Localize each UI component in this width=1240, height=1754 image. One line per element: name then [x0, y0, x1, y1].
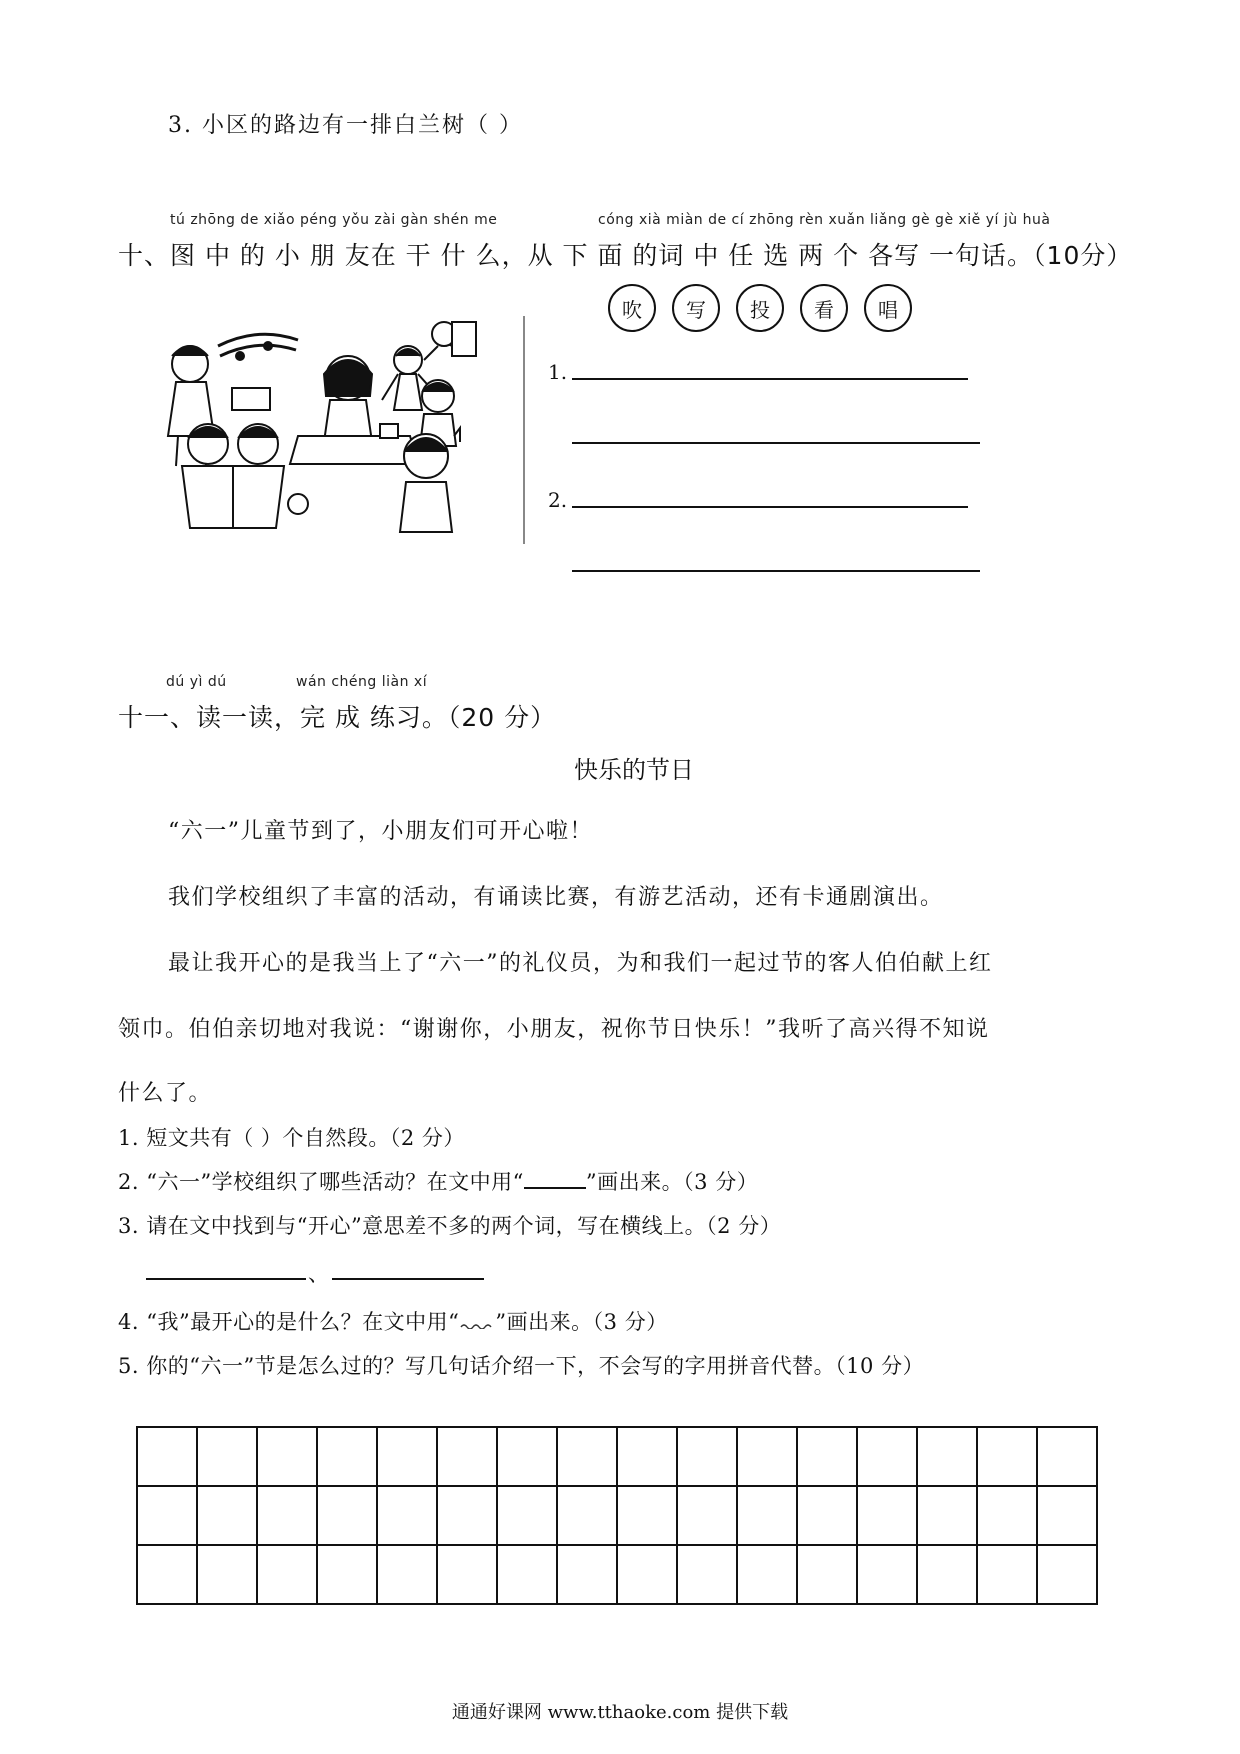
- section-10-pinyin-left: tú zhōng de xiǎo péng yǒu zài gàn shén me: [170, 212, 498, 228]
- section-11-pinyin-left: dú yì dú: [166, 674, 227, 690]
- story-paragraph-3-line-1: 最让我开心的是我当上了“六一”的礼仪员，为和我们一起过节的客人伯伯献上红: [168, 951, 993, 976]
- grid-cell[interactable]: [557, 1427, 617, 1486]
- story-paragraph-2: 我们学校组织了丰富的活动，有诵读比赛，有游艺活动，还有卡通剧演出。: [168, 885, 944, 910]
- question-3-line: 3. 小区的路边有一排白兰树（ ）: [168, 113, 523, 138]
- grid-cell[interactable]: [737, 1545, 797, 1604]
- question-4-text-end: ”画出来。（3 分）: [495, 1310, 668, 1334]
- grid-cell[interactable]: [197, 1486, 257, 1545]
- writing-grid[interactable]: [136, 1426, 1098, 1605]
- grid-cell[interactable]: [557, 1486, 617, 1545]
- grid-cell[interactable]: [977, 1545, 1037, 1604]
- grid-cell[interactable]: [497, 1427, 557, 1486]
- grid-cell[interactable]: [797, 1486, 857, 1545]
- question-4-text-start: 4. “我”最开心的是什么？在文中用“: [118, 1310, 460, 1334]
- footer-credit: 通通好课网 www.tthaoke.com 提供下载: [451, 1702, 789, 1723]
- grid-row: [137, 1427, 1097, 1486]
- grid-cell[interactable]: [857, 1427, 917, 1486]
- story-title: 快乐的节日: [574, 756, 694, 784]
- word-circle-5: 唱: [864, 284, 912, 332]
- question-1: 1. 短文共有（ ）个自然段。（2 分）: [118, 1126, 465, 1150]
- grid-cell[interactable]: [977, 1486, 1037, 1545]
- word-circle-2: 写: [672, 284, 720, 332]
- grid-row: [137, 1545, 1097, 1604]
- grid-cell[interactable]: [377, 1486, 437, 1545]
- question-3-blank-2[interactable]: [332, 1278, 484, 1280]
- grid-cell[interactable]: [497, 1545, 557, 1604]
- grid-cell[interactable]: [437, 1545, 497, 1604]
- answer-label-2: 2.: [548, 488, 568, 512]
- question-3: 3. 请在文中找到与“开心”意思差不多的两个词，写在横线上。（2 分）: [118, 1214, 782, 1238]
- grid-cell[interactable]: [737, 1427, 797, 1486]
- answer-line-1b[interactable]: [572, 442, 980, 444]
- grid-cell[interactable]: [317, 1486, 377, 1545]
- grid-cell[interactable]: [317, 1427, 377, 1486]
- grid-cell[interactable]: [797, 1427, 857, 1486]
- grid-cell[interactable]: [137, 1427, 197, 1486]
- grid-cell[interactable]: [1037, 1427, 1097, 1486]
- grid-cell[interactable]: [497, 1486, 557, 1545]
- grid-row: [137, 1486, 1097, 1545]
- children-activities-illustration: [148, 316, 526, 544]
- straight-underline-mark: [524, 1169, 586, 1189]
- grid-cell[interactable]: [977, 1427, 1037, 1486]
- grid-cell[interactable]: [737, 1486, 797, 1545]
- grid-cell[interactable]: [377, 1427, 437, 1486]
- word-circle-4: 看: [800, 284, 848, 332]
- grid-cell[interactable]: [437, 1427, 497, 1486]
- wavy-underline-mark: [459, 1315, 495, 1329]
- question-3-separator: 、: [308, 1262, 330, 1286]
- grid-cell[interactable]: [617, 1427, 677, 1486]
- grid-cell[interactable]: [137, 1545, 197, 1604]
- question-2: [118, 1166, 758, 1196]
- grid-cell[interactable]: [1037, 1486, 1097, 1545]
- section-10-heading: 十、图 中 的 小 朋 友在 干 什 么，从 下 面 的词 中 任 选 两 个 各写 一句话。（10分）: [118, 241, 1133, 270]
- section-10-pinyin-right: cóng xià miàn de cí zhōng rèn xuǎn liǎng gè gè xiě yí jù huà: [598, 212, 1051, 228]
- question-4: [118, 1306, 668, 1336]
- answer-label-1: 1.: [548, 360, 568, 384]
- grid-cell[interactable]: [677, 1486, 737, 1545]
- grid-cell[interactable]: [857, 1486, 917, 1545]
- grid-cell[interactable]: [917, 1427, 977, 1486]
- grid-cell[interactable]: [797, 1545, 857, 1604]
- grid-cell[interactable]: [917, 1545, 977, 1604]
- question-5: 5. 你的“六一”节是怎么过的？写几句话介绍一下，不会写的字用拼音代替。（10 分）: [118, 1354, 925, 1378]
- section-11-heading: 十一、读一读，完 成 练习。（20 分）: [118, 703, 557, 732]
- grid-cell[interactable]: [677, 1545, 737, 1604]
- grid-cell[interactable]: [617, 1545, 677, 1604]
- grid-cell[interactable]: [197, 1427, 257, 1486]
- question-2-text-start: 2. “六一”学校组织了哪些活动？在文中用“: [118, 1170, 524, 1194]
- grid-cell[interactable]: [197, 1545, 257, 1604]
- grid-cell[interactable]: [257, 1545, 317, 1604]
- question-3-blank-1[interactable]: [146, 1278, 306, 1280]
- grid-cell[interactable]: [557, 1545, 617, 1604]
- grid-cell[interactable]: [677, 1427, 737, 1486]
- answer-line-2b[interactable]: [572, 570, 980, 572]
- grid-cell[interactable]: [317, 1545, 377, 1604]
- grid-cell[interactable]: [137, 1486, 197, 1545]
- word-circle-1: 吹: [608, 284, 656, 332]
- grid-cell[interactable]: [617, 1486, 677, 1545]
- word-circle-3: 投: [736, 284, 784, 332]
- story-paragraph-3-line-3: 什么了。: [118, 1081, 213, 1106]
- grid-cell[interactable]: [437, 1486, 497, 1545]
- question-2-text-end: ”画出来。（3 分）: [585, 1170, 759, 1194]
- grid-cell[interactable]: [377, 1545, 437, 1604]
- answer-line-2a[interactable]: [572, 506, 968, 508]
- story-paragraph-1: “六一”儿童节到了，小朋友们可开心啦！: [168, 819, 593, 844]
- grid-cell[interactable]: [857, 1545, 917, 1604]
- story-paragraph-3-line-2: 领巾。伯伯亲切地对我说：“谢谢你，小朋友，祝你节日快乐！”我听了高兴得不知说: [118, 1017, 990, 1042]
- grid-cell[interactable]: [917, 1486, 977, 1545]
- grid-cell[interactable]: [257, 1427, 317, 1486]
- section-11-pinyin-right: wán chéng liàn xí: [296, 674, 428, 690]
- grid-cell[interactable]: [257, 1486, 317, 1545]
- grid-cell[interactable]: [1037, 1545, 1097, 1604]
- answer-line-1a[interactable]: [572, 378, 968, 380]
